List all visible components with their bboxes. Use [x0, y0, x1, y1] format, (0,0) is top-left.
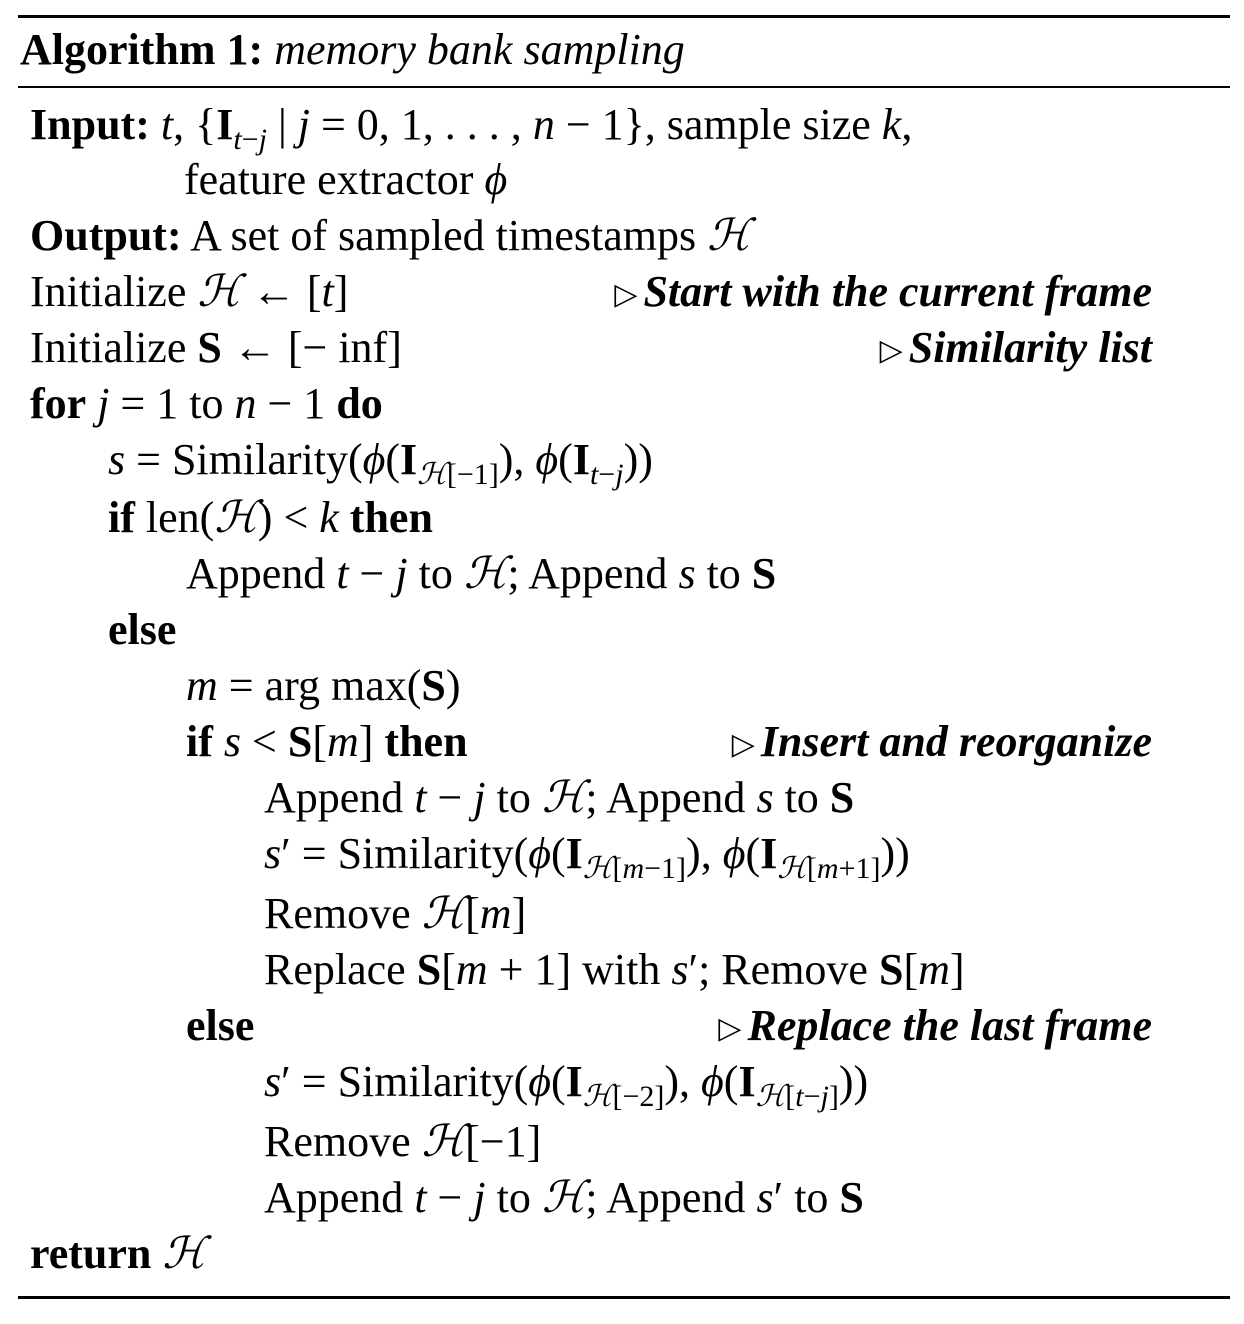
similarity-line: $s = Similarity(\phi(I_{ℋ[-1]})$, $\phi(I_{t-j})$): [108, 435, 653, 492]
else-line: else: [108, 605, 177, 654]
input-line: Input: t, {$I_{t-j}$ | j = 0, 1, . . . , n − 1}, sample size k,: [30, 100, 913, 156]
init-h-line: Initialize ℋ ← [t]: [30, 266, 349, 317]
output-line: Output: A set of sampled timestamps ℋ: [30, 210, 751, 261]
top-rule: [18, 15, 1230, 18]
remove-line-1: Remove ℋ[m]: [264, 888, 527, 939]
algorithm-caption: [20, 22, 685, 78]
if-len-line: if len(ℋ) < k then: [108, 492, 433, 543]
replace-line: Replace S[m + 1] with s′; Remove S[m]: [264, 945, 965, 994]
else-line-2: else: [186, 1001, 255, 1050]
init-s-line: Initialize S ← [− inf]: [30, 323, 402, 372]
algorithm-name: memory bank sampling: [274, 25, 685, 74]
remove-line-2: Remove ℋ[−1]: [264, 1116, 542, 1167]
s-prime-line-2: $s' = Similarity(\phi(I_{ℋ[-2]})$, $\phi(I_{ℋ[t-j]})$): [264, 1057, 869, 1114]
append-line-2: Append t − j to ℋ; Append s to S: [264, 772, 855, 823]
input-keyword: Input:: [30, 100, 150, 149]
algorithm-label: Algorithm 1:: [20, 25, 264, 74]
s-prime-line-1: $s' = Similarity(\phi(I_{ℋ[m-1]})$, $\phi(I_{ℋ[m+1]})$): [264, 829, 910, 886]
output-keyword: Output:: [30, 211, 182, 260]
for-line: for j = 1 to n − 1 do: [30, 379, 383, 428]
return-line: return ℋ: [30, 1228, 206, 1279]
caption-rule: [18, 86, 1230, 88]
comment-similarity: ▷ Similarity list: [879, 323, 1152, 372]
comment-start: ▷ Start with the current frame: [614, 267, 1152, 316]
comment-replace: ▷ Replace the last frame: [718, 1001, 1152, 1050]
bottom-rule: [18, 1296, 1230, 1299]
input-line-2: feature extractor ϕ: [184, 155, 508, 204]
append-line-1: Append t − j to ℋ; Append s to S: [186, 548, 777, 599]
append-line-3: Append t − j to ℋ; Append s′ to S: [264, 1172, 864, 1223]
comment-insert: ▷ Insert and reorganize: [731, 717, 1152, 766]
if-s-line: if s < S[m] then: [186, 717, 468, 766]
argmax-line: m = arg max(S): [186, 661, 461, 710]
